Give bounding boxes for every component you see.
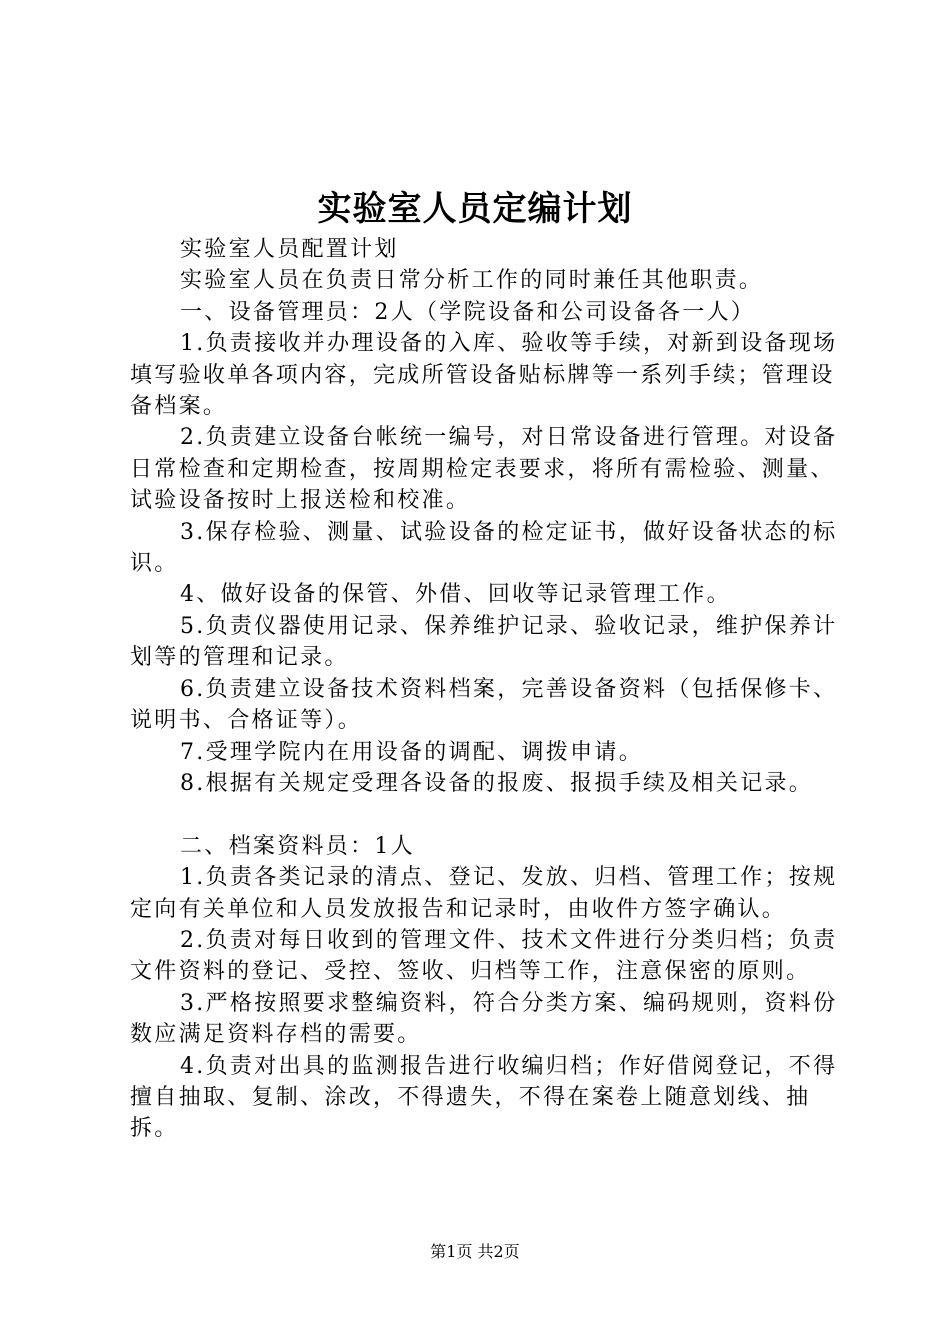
- list-item: 8.根据有关规定受理各设备的报废、报损手续及相关记录。: [180, 770, 814, 796]
- list-item: 2.负责对每日收到的管理文件、技术文件进行分类归档；负责文件资料的登记、受控、签收、归档等工作，注意保密的原则。: [130, 927, 838, 985]
- paragraph-config-plan: 实验室人员配置计划: [180, 237, 399, 262]
- section-heading-equipment-manager: 一、设备管理员：2人（学院设备和公司设备各一人）: [180, 299, 756, 325]
- list-item: 1.负责各类记录的清点、登记、发放、归档、管理工作；按规定向有关单位和人员发放报告和记录时，由收件方签字确认。: [130, 865, 838, 922]
- list-item: 3.保存检验、测量、试验设备的检定证书，做好设备状态的标识。: [130, 519, 838, 577]
- paragraph-intro: 实验室人员在负责日常分析工作的同时兼任其他职责。: [180, 268, 764, 294]
- section-heading-archivist: 二、档案资料员：1人: [180, 833, 415, 859]
- list-item: 7.受理学院内在用设备的调配、调拨申请。: [180, 739, 643, 765]
- list-item: 1.负责接收并办理设备的入库、验收等手续，对新到设备现场填写验收单各项内容，完成所管设备贴标牌等一系列手续；管理设备档案。: [130, 331, 838, 420]
- list-item: 3.严格按照要求整编资料，符合分类方案、编码规则，资料份数应满足资料存档的需要。: [130, 990, 838, 1048]
- list-item: 4.负责对出具的监测报告进行收编归档；作好借阅登记，不得擅自抽取、复制、涂改，不得遗失，不得在案卷上随意划线、抽拆。: [130, 1053, 838, 1142]
- list-item: 5.负责仪器使用记录、保养维护记录、验收记录，维护保养计划等的管理和记录。: [130, 613, 838, 671]
- list-item: 2.负责建立设备台帐统一编号，对日常设备进行管理。对设备日常检查和定期检查，按周期检定表要求，将所有需检验、测量、试验设备按时上报送检和校准。: [130, 425, 838, 514]
- page-footer: 第1页 共2页: [430, 1242, 520, 1261]
- document-title: 实验室人员定编计划: [317, 189, 633, 229]
- document-body: [130, 234, 852, 1145]
- list-item: 6.负责建立设备技术资料档案，完善设备资料（包括保修卡、说明书、合格证等）。: [130, 676, 838, 734]
- blank-line: [130, 799, 852, 830]
- list-item: 4、做好设备的保管、外借、回收等记录管理工作。: [180, 582, 731, 608]
